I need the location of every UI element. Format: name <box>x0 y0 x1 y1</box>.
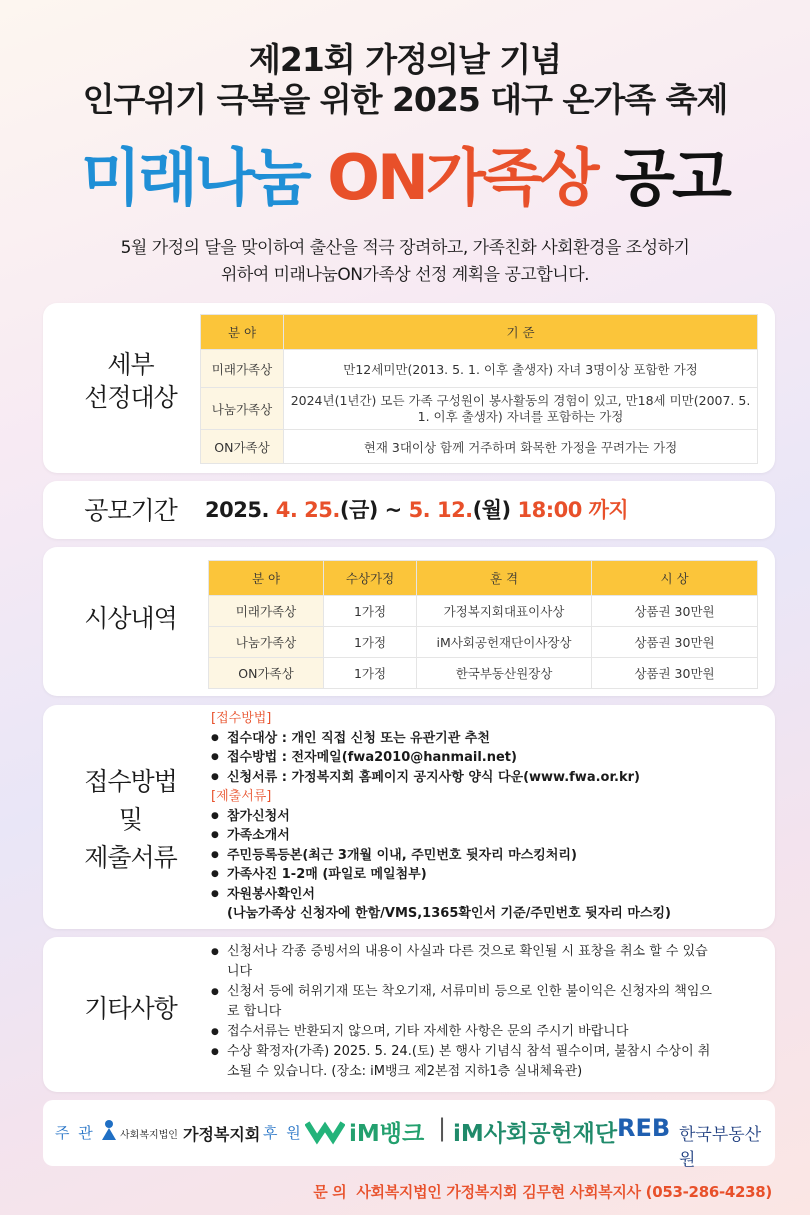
contact-info <box>313 1181 772 1202</box>
awards-cat: 미래가족상 <box>209 596 324 627</box>
period-year: 2025. <box>205 498 276 522</box>
list-item: ● 참가신청서 <box>211 807 771 827</box>
table-row <box>201 388 758 430</box>
awards-header: 시 상 <box>592 561 758 596</box>
selection-cat: ON가족상 <box>201 430 284 464</box>
contact-text: 사회복지법인 가정복지회 김무현 사회복지사 (053-286-4238) <box>356 1183 772 1201</box>
sponsor-bar <box>43 1100 775 1170</box>
table-row <box>209 627 758 658</box>
table-row <box>201 430 758 464</box>
docs-tag: [제출서류] <box>211 789 272 804</box>
intro-text <box>0 235 810 289</box>
period-card <box>43 481 775 539</box>
awards-header: 수상가정 <box>324 561 417 596</box>
awards-prize: 상품권 30만원 <box>592 658 758 689</box>
awards-card <box>43 547 775 696</box>
selection-desc: 현재 3대이상 함께 거주하며 화목한 가정을 꾸려가는 가정 <box>284 430 758 464</box>
main-title-blue: 미래나눔 <box>81 141 328 214</box>
reb-logo-icon <box>617 1114 670 1142</box>
period-start: 4. 25. <box>275 498 340 522</box>
selection-title <box>63 348 198 414</box>
family-welfare-logo-icon <box>100 1119 118 1145</box>
imbank-logo-icon <box>305 1117 345 1149</box>
submission-list <box>211 709 771 924</box>
list-item: ● 수상 확정자(가족) 2025. 5. 24.(토) 본 행사 기념식 참석 필수이며, 불참시 수상이 취소될 수 있습니다. (장소: iM뱅크 제2본점 지하1층 실내체육관) <box>211 1042 716 1082</box>
awards-cat: ON가족상 <box>209 658 324 689</box>
awards-prize: 상품권 30만원 <box>592 596 758 627</box>
selection-title-line1: 세부 <box>107 350 154 379</box>
intro-line2: 위하여 미래나눔ON가족상 선정 계획을 공고합니다. <box>220 265 590 285</box>
etc-card <box>43 937 775 1092</box>
awards-title: 시상내역 <box>84 604 177 633</box>
imfoundation-name: iM사회공헌재단 <box>453 1121 618 1147</box>
table-row <box>209 658 758 689</box>
list-item: ● 신청서류 : 가정복지회 홈페이지 공지사항 양식 다운(www.fwa.or.kr) <box>211 768 771 788</box>
list-item: ● 접수방법 : 전자메일(fwa2010@hanmail.net) <box>211 748 771 768</box>
reb-name: 한국부동산원 <box>679 1125 762 1170</box>
awards-count: 1가정 <box>324 596 417 627</box>
period-value <box>205 494 628 524</box>
selection-header-desc: 기 준 <box>284 315 758 350</box>
awards-header: 훈 격 <box>417 561 592 596</box>
imbank-name: iM뱅크 <box>349 1121 425 1147</box>
submission-card <box>43 705 775 929</box>
selection-desc: 만12세미만(2013. 5. 1. 이후 출생자) 자녀 3명이상 포함한 가정 <box>284 350 758 388</box>
selection-cat: 나눔가족상 <box>201 388 284 430</box>
main-title-red: ON가족상 <box>327 141 597 214</box>
list-item: ● 신청서 등에 허위기재 또는 착오기재, 서류미비 등으로 인한 불이익은 신청자의 책임으로 합니다 <box>211 982 716 1022</box>
intro-line1: 5월 가정의 달을 맞이하여 출산을 적극 장려하고, 가족친화 사회환경을 조성하기 <box>120 238 690 258</box>
awards-count: 1가정 <box>324 627 417 658</box>
support-label: 후 원 <box>263 1124 303 1142</box>
awards-table <box>208 560 758 689</box>
submission-title-line2: 및 <box>118 805 143 834</box>
main-title-black: 공고 <box>596 141 729 214</box>
period-start-day: (금) ~ <box>339 498 409 522</box>
awards-count: 1가정 <box>324 658 417 689</box>
selection-desc: 2024년(1년간) 모든 가족 구성원이 봉사활동의 경험이 있고, 만18세 미만(2007. 5. 1. 이후 출생자) 자녀를 포함하는 가정 <box>284 388 758 430</box>
selection-title-line2: 선정대상 <box>84 383 177 412</box>
docs-note: (나눔가족상 신청자에 한함/VMS,1365확인서 기준/주민번호 뒷자리 마스킹) <box>227 906 671 921</box>
etc-list <box>211 942 716 1082</box>
period-end: 5. 12. <box>408 498 473 522</box>
submission-title-line3: 제출서류 <box>84 843 177 872</box>
awards-grade: 한국부동산원장상 <box>417 658 592 689</box>
awards-grade: iM사회공헌재단이사장상 <box>417 627 592 658</box>
poster-header <box>0 40 810 120</box>
selection-cat: 미래가족상 <box>201 350 284 388</box>
event-title-line1: 제21회 가정의날 기념 <box>249 40 561 79</box>
period-end-day: (월) <box>472 498 518 522</box>
list-item: ● 신청서나 각종 증빙서의 내용이 사실과 다른 것으로 확인될 시 표창을 취소 할 수 있습니다 <box>211 942 716 982</box>
host-label: 주 관 <box>55 1124 95 1142</box>
contact-label: 문 의 <box>313 1183 347 1201</box>
list-item: ● 접수서류는 반환되지 않으며, 기타 자세한 사항은 문의 주시기 바랍니다 <box>211 1022 716 1042</box>
awards-cat: 나눔가족상 <box>209 627 324 658</box>
list-item: ● 주민등록등본(최근 3개월 이내, 주민번호 뒷자리 마스킹처리) <box>211 846 771 866</box>
etc-title: 기타사항 <box>84 994 177 1023</box>
submission-title <box>63 763 198 877</box>
awards-prize: 상품권 30만원 <box>592 627 758 658</box>
list-item: ● 가족소개서 <box>211 826 771 846</box>
main-title <box>0 138 810 218</box>
reb-mark: REB <box>617 1114 671 1142</box>
selection-card <box>43 303 775 473</box>
awards-header: 분 야 <box>209 561 324 596</box>
period-title: 공모기간 <box>84 496 177 525</box>
event-title-line2: 인구위기 극복을 위한 2025 대구 온가족 축제 <box>82 80 728 119</box>
selection-header-cat: 분 야 <box>201 315 284 350</box>
host-small: 사회복지법인 <box>120 1130 178 1141</box>
selection-table <box>200 314 758 464</box>
list-item: ● 가족사진 1-2매 (파일로 메일첨부) <box>211 865 771 885</box>
period-deadline: 18:00 까지 <box>517 498 629 522</box>
table-row <box>209 596 758 627</box>
list-item: ● 자원봉사확인서 <box>211 885 771 905</box>
method-tag: [접수방법] <box>211 711 272 726</box>
divider: | <box>438 1114 447 1142</box>
submission-title-line1: 접수방법 <box>84 767 177 796</box>
awards-grade: 가정복지회대표이사상 <box>417 596 592 627</box>
table-row <box>201 350 758 388</box>
host-name: 가정복지회 <box>183 1125 261 1144</box>
list-item: ● 접수대상 : 개인 직접 신청 또는 유관기관 추천 <box>211 729 771 749</box>
